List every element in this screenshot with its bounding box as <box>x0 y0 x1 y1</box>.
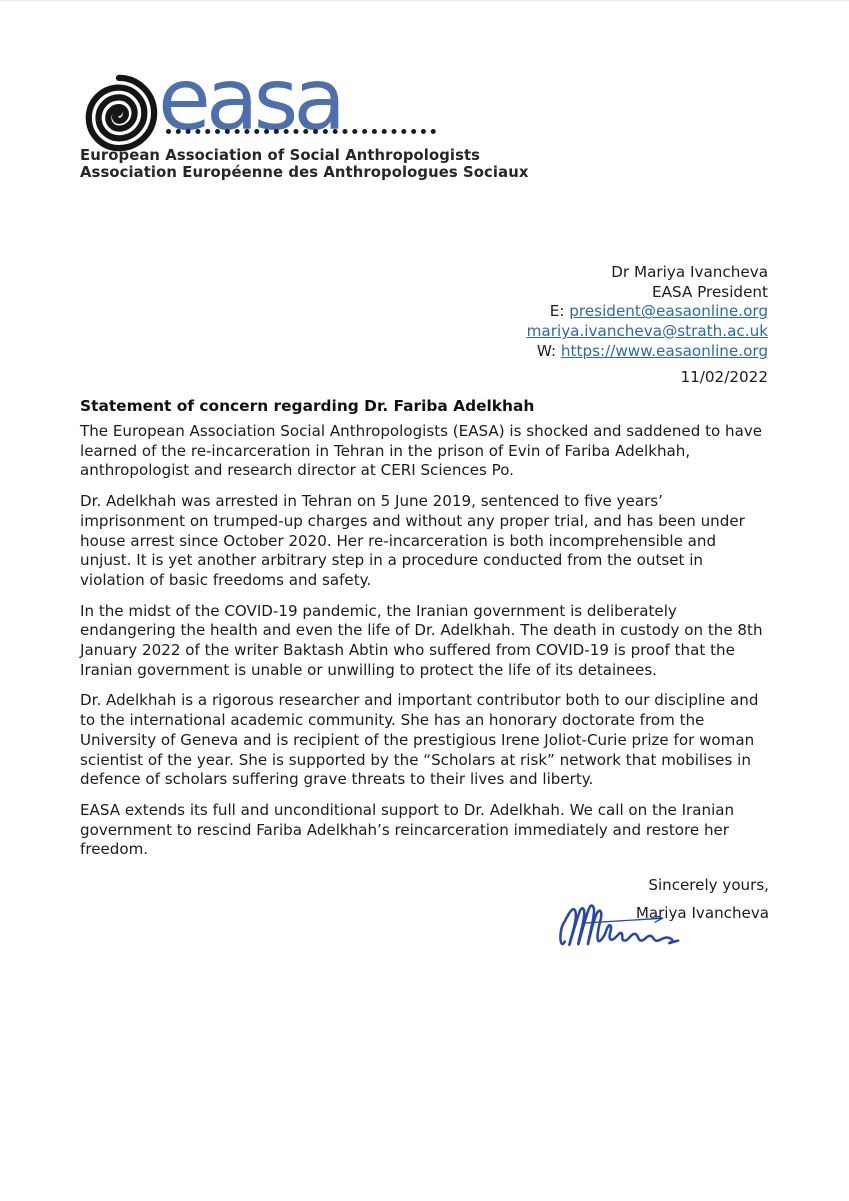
email-secondary-link[interactable]: mariya.ivancheva@strath.ac.uk <box>526 322 768 341</box>
sender-email-line <box>527 302 768 322</box>
handwritten-signature-icon <box>552 897 690 959</box>
easa-wordmark: easa <box>158 50 342 150</box>
org-name-french: Association Européenne des Anthropologues Sociaux <box>80 164 529 181</box>
sender-email2-line <box>527 322 768 342</box>
letter-subject-heading: Statement of concern regarding Dr. Fariba Adelkhah <box>80 397 535 415</box>
sender-role: EASA President <box>652 282 768 301</box>
email-primary-link[interactable]: president@easaonline.org <box>569 302 768 321</box>
letter-body <box>80 422 769 923</box>
paragraph-4: Dr. Adelkhah is a rigorous researcher and important contributor both to our discipline and to the international academic community. She has an honorary doctorate from the University of Geneva and is recipient of the prestigious Irene Joliot-Curie prize for woman scientist of the year. She is supported by the “Scholars at risk” network that mobilises in defence of scholars suffering grave threats to their lives and liberty. <box>80 691 759 789</box>
paragraph-2: Dr. Adelkhah was arrested in Tehran on 5 June 2019, sentenced to five years’ imprisonment on trumped-up charges and without any proper trial, and has been under house arrest since October 2020. Her re-incarceration is both incomprehensible and unjust. It is yet another arbitrary step in a procedure conducted from the outset in violation of basic freedoms and safety. <box>80 492 745 589</box>
org-name-english: European Association of Social Anthropologists <box>80 147 481 164</box>
easa-spiral-icon <box>80 71 158 155</box>
sender-name: Dr Mariya Ivancheva <box>611 263 768 281</box>
sender-web-line <box>527 342 768 362</box>
email-label: E: <box>549 302 570 321</box>
web-label: W: <box>536 341 561 360</box>
signatory-name: Mariya Ivancheva <box>635 903 769 922</box>
website-link[interactable]: https://www.easaonline.org <box>560 341 768 360</box>
sender-contact-block <box>527 263 768 362</box>
letter-date: 11/02/2022 <box>680 368 768 386</box>
paragraph-1: The European Association Social Anthropologists (EASA) is shocked and saddened to have learned of the re-incarceration in Tehran in the prison of Evin of Fariba Adelkhah, anthropologist and research director at CERI Sciences Po. <box>80 422 763 480</box>
paragraph-5: EASA extends its full and unconditional support to Dr. Adelkhah. We call on the Iranian government to rescind Fariba Adelkhah’s reincarceration immediately and restore her freedom. <box>80 800 735 859</box>
closing-salutation: Sincerely yours, <box>648 876 769 895</box>
paragraph-3: In the midst of the COVID-19 pandemic, the Iranian government is deliberately endangering the health and even the life of Dr. Adelkhah. The death in custody on the 8th January 2022 of the writer Baktash Abtin who suffered from COVID-19 is proof that the Iranian government is unable or unwilling to protect the life of its detainees. <box>80 601 763 679</box>
logo-dotted-line <box>166 129 436 134</box>
